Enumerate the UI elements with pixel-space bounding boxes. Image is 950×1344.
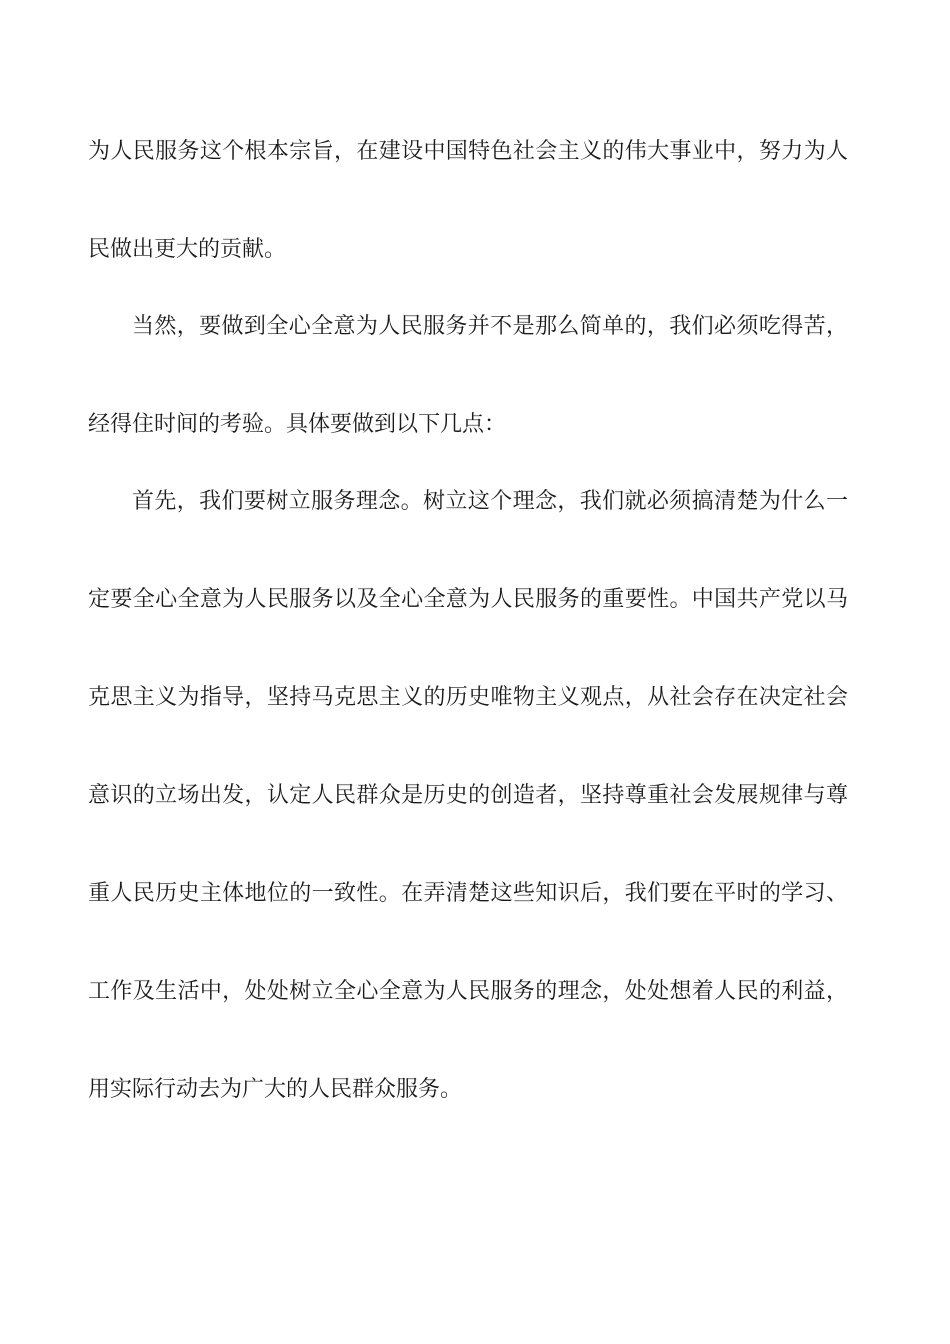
text-line: 首先，我们要树立服务理念。树立这个理念，我们就必须搞清楚为什么一 xyxy=(132,489,848,514)
text-line: 重人民历史主体地位的一致性。在弄清楚这些知识后，我们要在平时的学习、 xyxy=(88,881,848,906)
text-line: 为人民服务这个根本宗旨，在建设中国特色社会主义的伟大事业中，努力为人 xyxy=(88,139,848,164)
text-line: 克思主义为指导，坚持马克思主义的历史唯物主义观点，从社会存在决定社会 xyxy=(88,685,848,710)
text-line: 定要全心全意为人民服务以及全心全意为人民服务的重要性。中国共产党以马 xyxy=(88,587,848,612)
text-line: 当然，要做到全心全意为人民服务并不是那么简单的，我们必须吃得苦， xyxy=(132,314,848,339)
text-line: 经得住时间的考验。具体要做到以下几点： xyxy=(88,412,507,437)
text-line: 用实际行动去为广大的人民群众服务。 xyxy=(88,1077,463,1102)
text-line: 意识的立场出发，认定人民群众是历史的创造者，坚持尊重社会发展规律与尊 xyxy=(88,783,848,808)
text-line: 工作及生活中，处处树立全心全意为人民服务的理念，处处想着人民的利益， xyxy=(88,979,848,1004)
text-line: 民做出更大的贡献。 xyxy=(88,237,287,262)
